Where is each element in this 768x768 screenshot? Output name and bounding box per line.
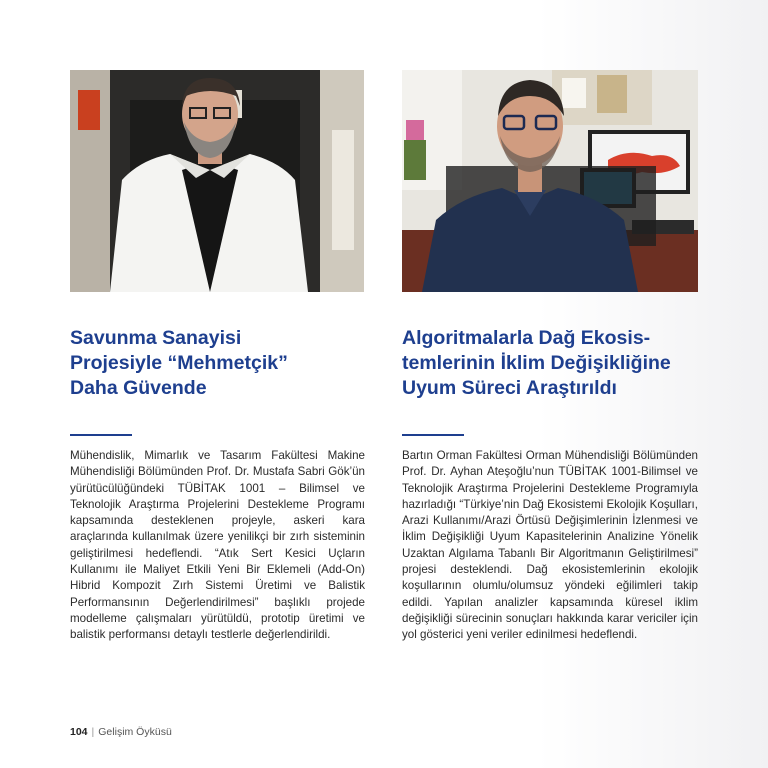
article-title-savunma	[70, 326, 370, 401]
article-body-savunma: Mühendislik, Mimarlık ve Tasarım Fakültesi Makine Mühendisliği Bölümünden Prof. Dr. Mustafa Sabri Gök’ün yürütücülüğündeki TÜBİTAK 1001 – Bilimsel ve Teknolojik Araştırma Projelerini Destekleme Programı kapsamında desteklenen projeyle, askeri kara araçlarında kullanılmak üzere yenilikçi bir zırh sisteminin geliştirilmesi hedeflendi. “Atık Sert Kesici Uçların Kullanımı ile Maliyet Etkili Yeni Bir Eklemeli (Add-On) Hibrid Kompozit Zırh Sistemi Üretimi ve Balistik Performansının Değerlendirilmesi” başlıklı projede modelleme çalışmaları yürütüldü, prototip üretimi ve balistik performansı detaylı testlerle değerlendirildi.	[70, 449, 365, 642]
photo-prof-mustafa-sabri-gok	[70, 70, 364, 292]
office-photo-illustration	[402, 70, 698, 292]
article-body-algoritmalar: Bartın Orman Fakültesi Orman Mühendisliği Bölümünden Prof. Dr. Ayhan Ateşoğlu’nun TÜBİTAK 1001-Bilimsel ve Teknolojik Araştırma Projelerini Destekleme Programıyla hazırladığı “Türkiye’nin Dağ Ekosistemi Ekolojik Koşulları, Arazi Kullanımı/Arazi Örtüsü Değişimlerinin İzlenmesi ve İklim Değişikliği Uyum Kapasitelerinin Analizine Yönelik Uzaktan Algılama Tabanlı Bir Algoritmanın Geliştirilmesi” projesi desteklendi. Dağ ekosistemlerinin ekolojik koşullarının olumlu/olumsuz yöndeki eğilimleri takip edildi. Yapılan analizler kapsamında küresel iklim değişikliği sürecinin sonuçları hakkında karar vericiler için yol gösterici yeni veriler edinilmesi hedeflendi.	[402, 449, 698, 642]
title-line: Projesiyle “Mehmetçik”	[70, 352, 288, 374]
page-footer	[70, 726, 172, 738]
title-line: Daha Güvende	[70, 377, 207, 399]
title-line: Savunma Sanayisi	[70, 327, 242, 349]
page-number: 104	[70, 726, 88, 738]
footer-separator: |	[91, 726, 95, 738]
title-underline	[402, 434, 464, 436]
photo-prof-ayhan-atesoglu	[402, 70, 698, 292]
lab-photo-illustration	[70, 70, 364, 292]
title-line: temlerinin İklim Değişikliğine	[402, 352, 671, 374]
title-line: Algoritmalarla Dağ Ekosis-	[402, 327, 651, 349]
section-name: Gelişim Öyküsü	[98, 726, 172, 738]
title-underline	[70, 434, 132, 436]
title-line: Uyum Süreci Araştırıldı	[402, 377, 617, 399]
article-title-algoritmalar	[402, 326, 702, 401]
